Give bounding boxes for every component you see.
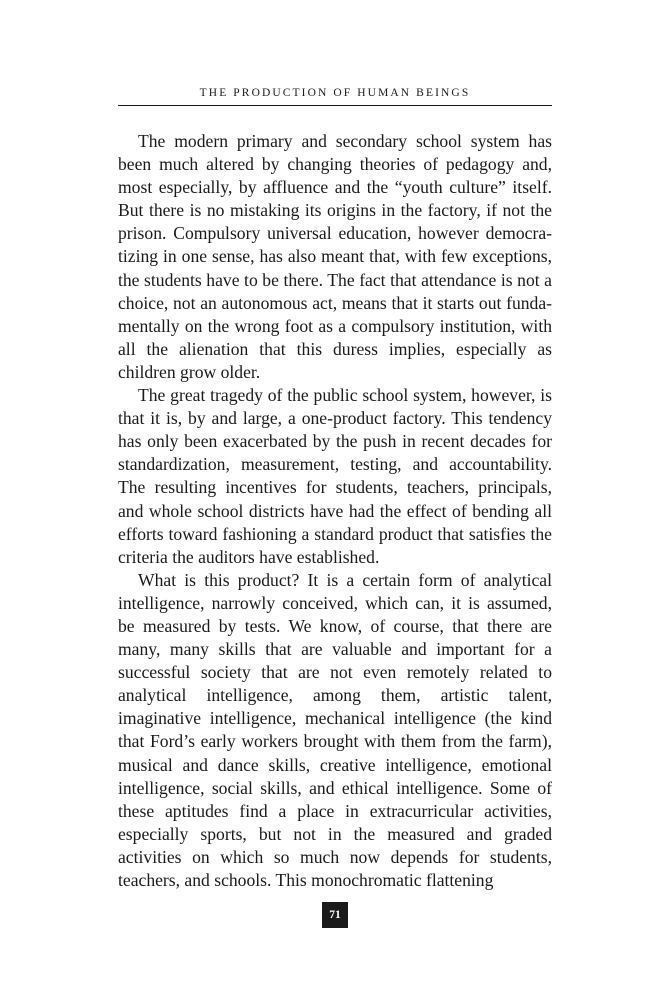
page-number: 71 [322, 902, 348, 928]
header-rule [118, 105, 552, 106]
paragraph-3: What is this product? It is a certain form of analytical intelligence, narrowly conceived, which can, it is assumed, be measured by tests. We know, of course, that there are many, many skills that are valuable and important for a successful society that are not even remotely related to analytical intelligence, among them, artistic talent, imaginative intelligence, mechanical intelligence (the kind that Ford’s early workers brought with them from the farm), musical and dance skills, creative intelligence, emotional intelligence, social skills, and ethical intelligence. Some of these aptitudes find a place in extracurricular activities, especially sports, but not in the measured and graded activities on which so much now depends for students, teachers, and schools. This monochromatic flattening [118, 569, 552, 890]
paragraph-1: The modern primary and secondary school system has been much altered by changing theories of pedagogy and, most especially, by affluence and the “youth culture” itself. But there is no mistaking its origins in the factory, if not the prison. Compulsory universal education, however democratizing in one sense, has also meant that, with few exceptions, the students have to be there. The fact that attendance is not a choice, not an autonomous act, means that it starts out fundamentally on the wrong foot as a compulsory institution, with all the alienation that this duress implies, especially as children grow older. [118, 131, 552, 382]
paragraph-2: The great tragedy of the public school system, however, is that it is, by and large, a one-product factory. This tendency has only been exacerbated by the push in recent decades for standardization, measurement, testing, and accountability. The resulting incentives for students, teachers, principals, and whole school districts have had the effect of bending all efforts toward fashioning a standard product that satisfies the criteria the auditors have established. [118, 385, 552, 567]
running-head: THE PRODUCTION OF HUMAN BEINGS [199, 87, 471, 99]
body-text [118, 130, 552, 892]
